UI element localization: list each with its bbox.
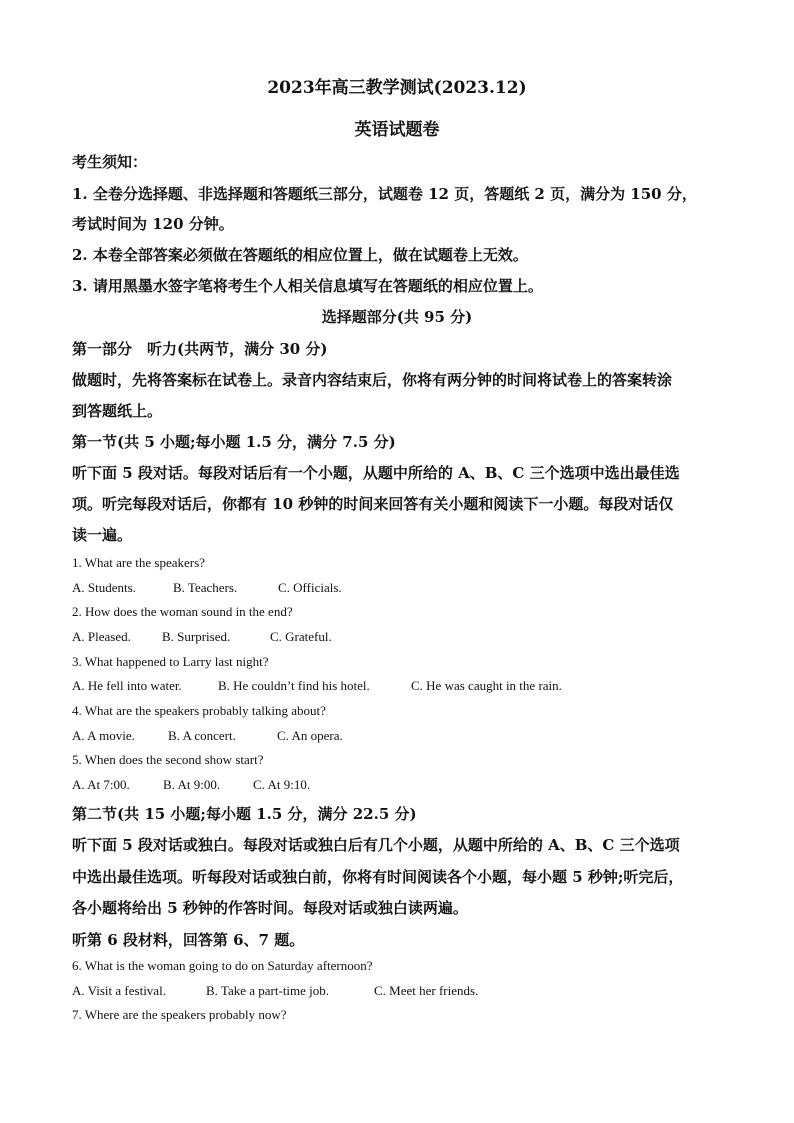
question-4-options xyxy=(72,728,343,744)
question-6-options xyxy=(72,983,478,999)
option-b: B. A concert. xyxy=(168,728,236,743)
option-b: B. At 9:00. xyxy=(163,777,221,792)
part1-instruction-line-2: 到答题纸上。 xyxy=(72,402,163,420)
notice-heading: 考生须知： xyxy=(72,153,148,171)
notice-item-3: 3. 请用黑墨水签字笔将考生个人相关信息填写在答题纸的相应位置上。 xyxy=(72,277,543,295)
option-c: C. At 9:10. xyxy=(253,777,311,792)
question-5-options xyxy=(72,777,310,793)
part1-heading: 第一部分 听力(共两节，满分 30 分) xyxy=(72,340,328,358)
section1-heading: 第一节(共 5 小题;每小题 1.5 分，满分 7.5 分) xyxy=(72,433,396,451)
exam-subtitle: 英语试题卷 xyxy=(354,120,440,140)
option-a: A. At 7:00. xyxy=(72,777,130,792)
option-b: B. He couldn’t find his hotel. xyxy=(218,678,370,693)
option-b: B. Teachers. xyxy=(173,580,238,595)
option-a: A. Pleased. xyxy=(72,629,131,644)
question-2-options xyxy=(72,629,332,645)
option-a: A. Visit a festival. xyxy=(72,983,166,998)
question-3-options xyxy=(72,678,562,694)
question-7: 7. Where are the speakers probably now? xyxy=(72,1007,287,1022)
notice-item-1-line-1: 1. 全卷分选择题、非选择题和答题纸三部分，试题卷 12 页，答题纸 2 页，满分为 150 分， xyxy=(72,185,697,203)
option-a: A. A movie. xyxy=(72,728,135,743)
option-c: C. Meet her friends. xyxy=(374,983,479,998)
question-2: 2. How does the woman sound in the end? xyxy=(72,604,293,619)
question-1: 1. What are the speakers? xyxy=(72,555,205,570)
question-6: 6. What is the woman going to do on Saturday afternoon? xyxy=(72,958,373,973)
section2-instruction-line-1: 听下面 5 段对话或独白。每段对话或独白后有几个小题，从题中所给的 A、B、C 三个选项 xyxy=(72,836,680,854)
question-3: 3. What happened to Larry last night? xyxy=(72,654,269,669)
option-a: A. He fell into water. xyxy=(72,678,182,693)
section1-instruction-line-3: 读一遍。 xyxy=(72,526,133,544)
part1-instruction-line-1: 做题时，先将答案标在试卷上。录音内容结束后，你将有两分钟的时间将试卷上的答案转涂 xyxy=(72,371,673,389)
section1-instruction-line-2: 项。听完每段对话后，你都有 10 秒钟的时间来回答有关小题和阅读下一小题。每段对话仅 xyxy=(72,495,674,513)
option-a: A. Students. xyxy=(72,580,136,595)
option-b: B. Take a part-time job. xyxy=(206,983,330,998)
section2-instruction-line-3: 各小题将给出 5 秒钟的作答时间。每段对话或独白读两遍。 xyxy=(72,899,468,917)
section1-instruction-line-1: 听下面 5 段对话。每段对话后有一个小题，从题中所给的 A、B、C 三个选项中选出最佳选 xyxy=(72,464,680,482)
option-b: B. Surprised. xyxy=(162,629,231,644)
option-c: C. He was caught in the rain. xyxy=(411,678,562,693)
section2-heading: 第二节(共 15 小题;每小题 1.5 分，满分 22.5 分) xyxy=(72,805,417,823)
notice-item-2: 2. 本卷全部答案必须做在答题纸的相应位置上，做在试题卷上无效。 xyxy=(72,246,528,264)
exam-title: 2023年高三教学测试(2023.12) xyxy=(267,78,527,98)
option-c: C. An opera. xyxy=(277,728,343,743)
option-c: C. Officials. xyxy=(278,580,342,595)
question-1-options xyxy=(72,580,342,596)
material-6-heading: 听第 6 段材料，回答第 6、7 题。 xyxy=(72,931,305,949)
option-c: C. Grateful. xyxy=(270,629,332,644)
choice-section-heading: 选择题部分(共 95 分) xyxy=(321,308,473,326)
question-4: 4. What are the speakers probably talking about? xyxy=(72,703,326,718)
notice-item-1-line-2: 考试时间为 120 分钟。 xyxy=(72,215,234,233)
section2-instruction-line-2: 中选出最佳选项。听每段对话或独白前，你将有时间阅读各个小题，每小题 5 秒钟;听完后， xyxy=(72,868,684,886)
question-5: 5. When does the second show start? xyxy=(72,752,264,767)
